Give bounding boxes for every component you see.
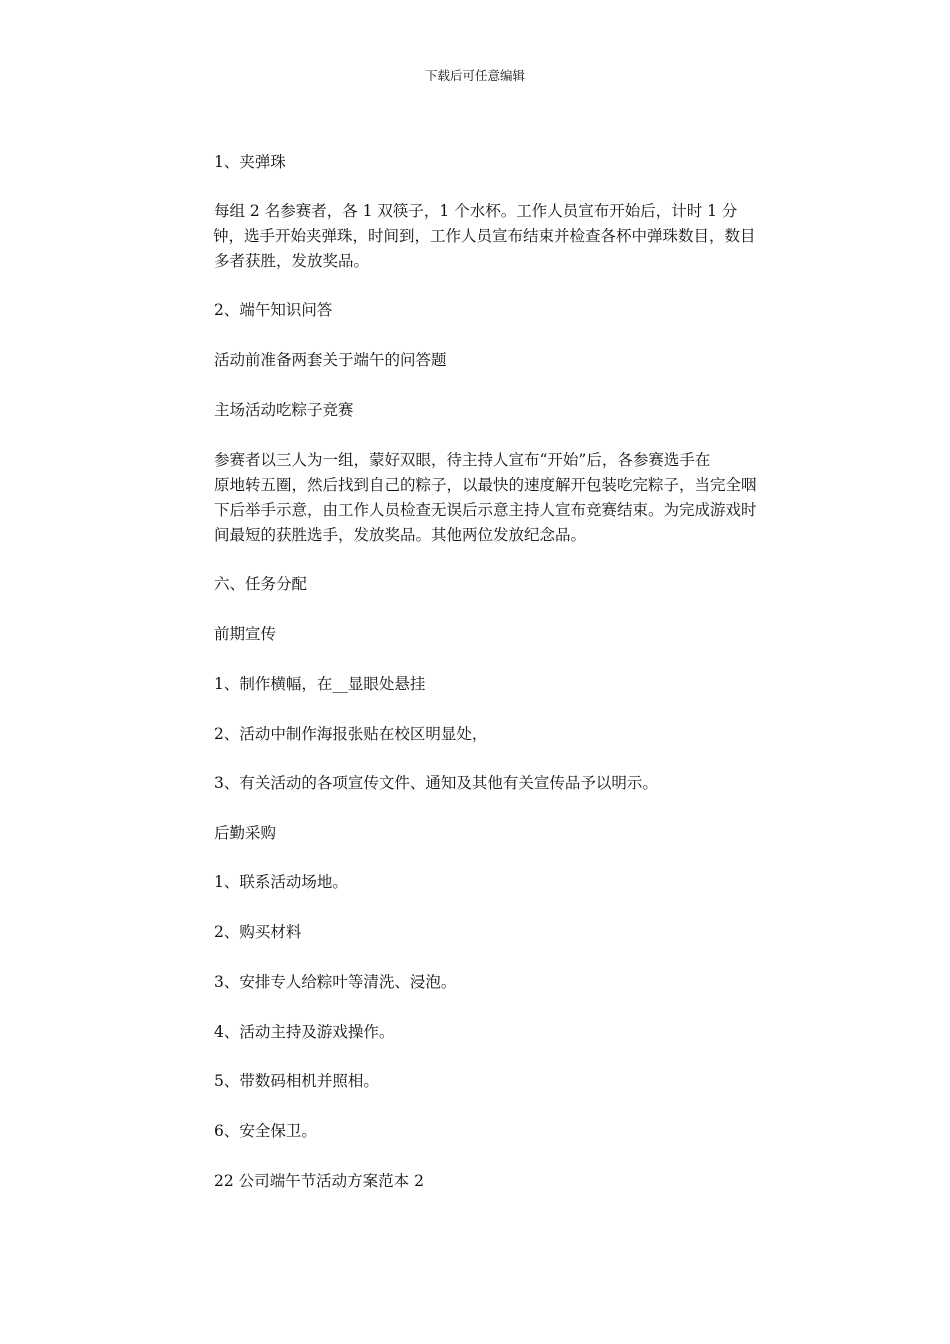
paragraph-line: 下后举手示意，由工作人员检查无误后示意主持人宣布竞赛结束。为完成游戏时 xyxy=(214,501,757,519)
item-heading-1: 1、夹弹珠 xyxy=(214,153,286,171)
list-item: 2、活动中制作海报张贴在校区明显处， xyxy=(214,725,488,743)
paragraph-line: 多者获胜，发放奖品。 xyxy=(214,252,370,270)
document-section-title: 22 公司端午节活动方案范本 2 xyxy=(214,1172,424,1190)
page-header: 下载后可任意编辑 xyxy=(424,68,525,83)
list-item: 4、活动主持及游戏操作。 xyxy=(214,1023,395,1041)
list-item: 1、联系活动场地。 xyxy=(214,873,348,891)
list-item: 1、制作横幅，在__显眼处悬挂 xyxy=(214,675,426,693)
list-item: 3、安排专人给粽叶等清洗、浸泡。 xyxy=(214,973,457,991)
list-item: 5、带数码相机并照相。 xyxy=(214,1072,379,1090)
item-heading-2: 2、端午知识问答 xyxy=(214,301,333,319)
paragraph-line: 原地转五圈，然后找到自己的粽子，以最快的速度解开包装吃完粽子，当完全咽 xyxy=(214,476,757,494)
paragraph-quiz-prep: 活动前准备两套关于端午的问答题 xyxy=(214,351,447,369)
subheading-publicity: 前期宣传 xyxy=(214,625,277,643)
paragraph-marble-rules xyxy=(214,199,774,274)
list-item: 6、安全保卫。 xyxy=(214,1122,317,1140)
section-heading-main-event: 主场活动吃粽子竞赛 xyxy=(214,401,354,419)
section-heading-tasks: 六、任务分配 xyxy=(214,575,308,593)
paragraph-line: 钟，选手开始夹弹珠，时间到，工作人员宣布结束并检查各杯中弹珠数目，数目 xyxy=(213,227,756,245)
paragraph-zongzi-rules xyxy=(214,448,774,548)
paragraph-line: 每组 2 名参赛者，各 1 双筷子，1 个水杯。工作人员宣布开始后，计时 1 分 xyxy=(214,202,738,220)
list-item: 3、有关活动的各项宣传文件、通知及其他有关宣传品予以明示。 xyxy=(214,774,658,792)
list-item: 2、购买材料 xyxy=(214,923,302,941)
subheading-logistics: 后勤采购 xyxy=(214,824,277,842)
paragraph-line: 间最短的获胜选手，发放奖品。其他两位发放纪念品。 xyxy=(214,526,587,544)
paragraph-line: 参赛者以三人为一组，蒙好双眼，待主持人宣布“开始”后，各参赛选手在 xyxy=(214,451,711,469)
